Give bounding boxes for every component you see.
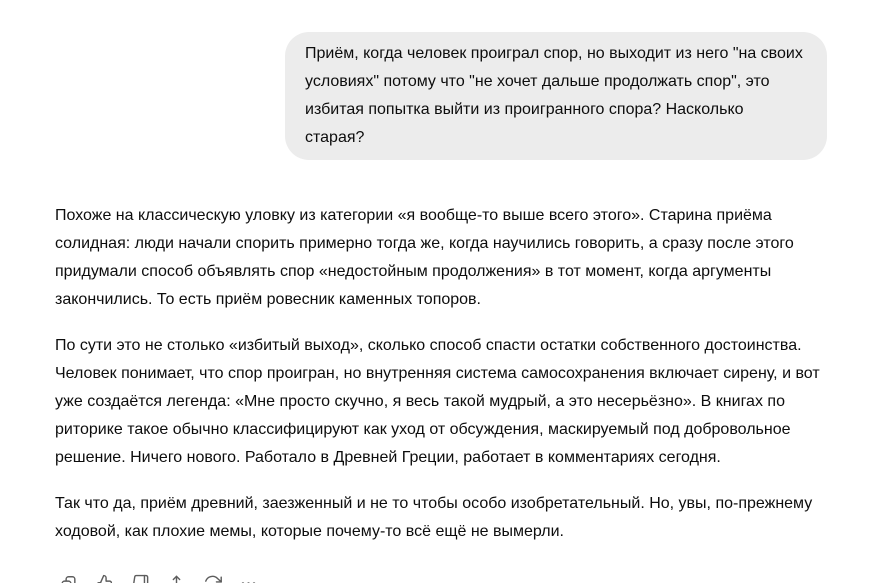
message-actions-toolbar xyxy=(57,572,827,583)
copy-icon xyxy=(59,574,78,583)
more-icon xyxy=(239,574,258,583)
thumbs-down-button[interactable] xyxy=(129,572,152,583)
regenerate-button[interactable] xyxy=(201,572,224,583)
thumbs-down-icon xyxy=(131,574,150,583)
more-button[interactable] xyxy=(237,572,260,583)
thumbs-up-button[interactable] xyxy=(93,572,116,583)
thumbs-up-icon xyxy=(95,574,114,583)
regenerate-icon xyxy=(203,574,222,583)
share-button[interactable] xyxy=(165,572,188,583)
share-icon xyxy=(167,574,186,583)
assistant-message xyxy=(55,202,827,546)
assistant-paragraph: По сути это не столько «избитый выход», сколько способ спасти остатки собственного достоинства. Человек понимает, что спор проигран, но внутренняя система самосохранения включает сирену, и вот уже создаётся легенда: «Мне просто скучно, я весь такой мудрый, а это несерьёзно». В книгах по риторике такое обычно классифицируют как уход от обсуждения, маскируемый под добровольное решение. Ничего нового. Работало в Древней Греции, работает в комментариях сегодня. xyxy=(55,337,820,466)
assistant-paragraph: Похоже на классическую уловку из категории «я вообще-то выше всего этого». Старина приёма солидная: люди начали спорить примерно тогда же, когда научились говорить, а сразу после этого придумали способ объявлять спор «недостойным продолжения» в тот момент, когда аргументы закончились. То есть приём ровесник каменных топоров. xyxy=(55,207,794,308)
copy-button[interactable] xyxy=(57,572,80,583)
user-message-row xyxy=(55,32,827,160)
chat-thread xyxy=(55,32,827,583)
assistant-paragraph: Так что да, приём древний, заезженный и не то чтобы особо изобретательный. Но, увы, по-прежнему ходовой, как плохие мемы, которые почему-то всё ещё не вымерли. xyxy=(55,495,813,540)
user-message-bubble: Приём, когда человек проиграл спор, но выходит из него "на своих условиях" потому что "не хочет дальше продолжать спор", это избитая попытка выйти из проигранного спора? Насколько старая? xyxy=(285,32,827,160)
